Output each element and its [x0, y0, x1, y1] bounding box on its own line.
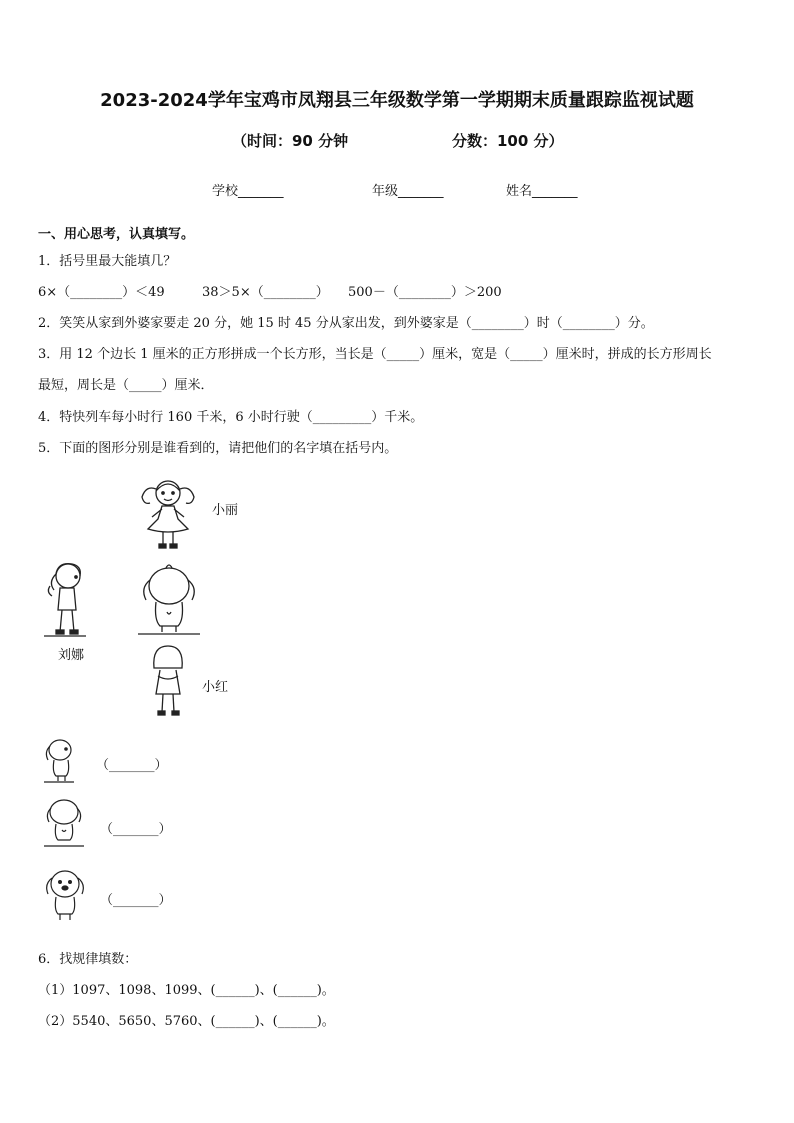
liuna-girl-illustration [40, 560, 90, 638]
label-liuna: 刘娜 [58, 648, 85, 663]
puppy-side-small-illustration [42, 736, 76, 784]
q1-stem: 1．括号里最大能填几？ [38, 254, 177, 269]
q6-part-1: （1）1097、1098、1099、(______)、(______)。 [38, 983, 335, 998]
xiaoli-girl-illustration [136, 475, 200, 551]
q3-text-line1: 3．用 12 个边长 1 厘米的正方形拼成一个长方形，当长是（_____）厘米，宽是（_____）厘米时，拼成的长方形周长 [38, 347, 712, 362]
puppy-back-small-illustration [42, 796, 86, 848]
label-xiaoli: 小丽 [212, 503, 239, 518]
blank-answer-3[interactable]: （_______） [100, 893, 172, 908]
puppy-front-small-illustration [42, 866, 88, 924]
q4-text: 4．特快列车每小时行 160 千米，6 小时行驶（_________）千米。 [38, 410, 424, 425]
label-xiaohong: 小红 [202, 680, 229, 695]
q6-stem: 6．找规律填数： [38, 952, 138, 967]
q6-part-2: （2）5540、5650、5760、(______)、(______)。 [38, 1014, 335, 1029]
grade-field: 年级_______ [372, 184, 444, 199]
section-heading: 一、用心思考，认真填写。 [38, 227, 195, 242]
q1-part-c: 500－（________）＞200 [348, 285, 502, 300]
q3-text-line2: 最短，周长是（_____）厘米． [38, 378, 214, 393]
q1-part-a: 6×（________）＜49 [38, 285, 165, 300]
puppy-back-illustration [136, 562, 202, 636]
xiaohong-girl-illustration [146, 642, 190, 720]
exam-score: 分数：100 分） [452, 132, 564, 150]
name-field: 姓名_______ [506, 184, 578, 199]
school-field: 学校_______ [212, 184, 284, 199]
exam-time: （时间：90 分钟 [232, 132, 349, 150]
blank-answer-1[interactable]: （_______） [96, 758, 168, 773]
blank-answer-2[interactable]: （_______） [100, 822, 172, 837]
q2-text: 2．笑笑从家到外婆家要走 20 分，她 15 时 45 分从家出发，到外婆家是（________）时（________）分。 [38, 316, 654, 331]
q5-stem: 5．下面的图形分别是谁看到的，请把他们的名字填在括号内。 [38, 441, 398, 456]
page-title: 2023-2024学年宝鸡市凤翔县三年级数学第一学期期末质量跟踪监视试题 [100, 90, 694, 111]
q1-part-b: 38＞5×（________） [202, 285, 329, 300]
